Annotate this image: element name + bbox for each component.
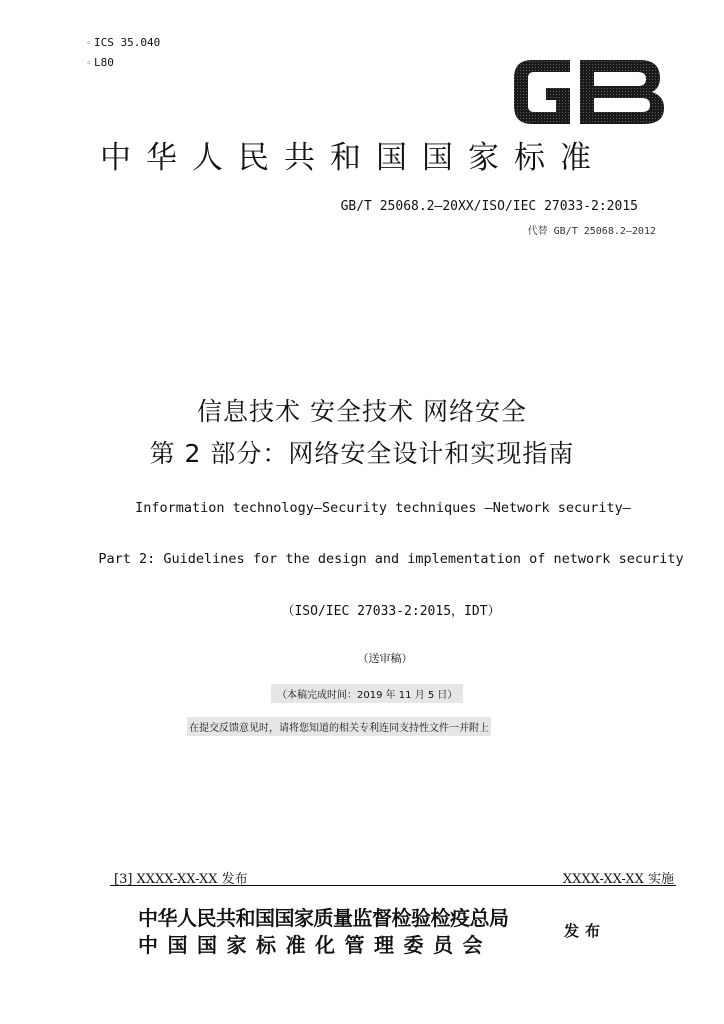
bullet-mark-icon: ◦	[86, 39, 92, 49]
implementation-date: XXXX-XX-XX 实施	[562, 872, 674, 887]
english-title-line-2: Part 2: Guidelines for the design and implementation of network security	[98, 551, 684, 567]
completion-time: （本稿完成时间：2019 年 11 月 5 日）	[271, 684, 463, 703]
footer-divider	[110, 885, 676, 886]
chinese-title-line-1: 信息技术 安全技术 网络安全	[197, 397, 527, 426]
standard-number: GB/T 25068.2—20XX/ISO/IEC 27033-2:2015	[340, 199, 638, 214]
ccs-code	[86, 56, 114, 71]
bullet-mark-icon: ◦	[86, 59, 92, 69]
issuer-line-2: 中国国家标准化管理委员会	[138, 933, 492, 957]
publish-label: 发布	[564, 922, 607, 940]
equivalence-statement: （ISO/IEC 27033-2:2015，IDT）	[281, 604, 501, 619]
gb-logo-icon	[510, 54, 670, 130]
patent-notice: 在提交反馈意见时，请将您知道的相关专利连同支持性文件一并附上	[187, 717, 491, 736]
english-title-line-1: Information technology—Security techniques —Network security—	[135, 500, 631, 516]
issue-date: [3] XXXX-XX-XX 发布	[114, 872, 248, 887]
issuer-line-1: 中华人民共和国国家质量监督检验检疫总局	[138, 906, 509, 930]
national-standard-title: 中华人民共和国国家标准	[100, 140, 606, 176]
ics-code	[86, 36, 160, 51]
replaces-standard: 代替 GB/T 25068.2—2012	[527, 226, 656, 237]
ics-text: ICS 35.040	[94, 36, 161, 49]
draft-status: （送审稿）	[357, 652, 413, 665]
chinese-title-line-2: 第 2 部分：网络安全设计和实现指南	[149, 439, 575, 468]
ccs-text: L80	[94, 56, 114, 69]
